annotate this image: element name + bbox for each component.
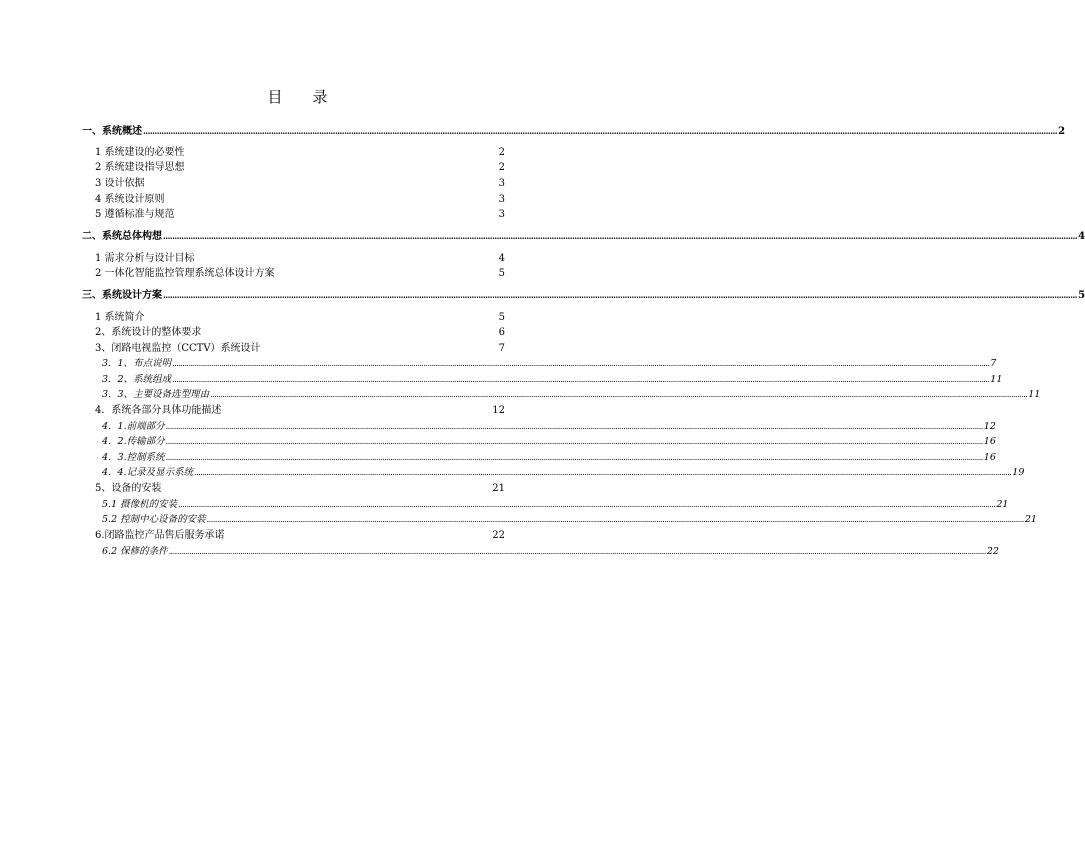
toc-entry-title: 3、闭路电视监控（CCTV）系统设计 <box>95 343 261 354</box>
toc-entry-title: 4．4.记录及显示系统 <box>102 467 194 478</box>
toc-entry[interactable] <box>102 435 996 448</box>
toc-entry-page-number: 6 <box>498 327 505 338</box>
toc-entry-title: 3．1、布点说明 <box>102 358 172 369</box>
dot-leader: ................................................................................................................................................................................................................................................................................................................................................................................................................ <box>168 547 986 556</box>
toc-entry-title: 2 一体化智能监控管理系统总体设计方案 <box>95 268 275 279</box>
toc-entry[interactable] <box>95 311 505 324</box>
toc-entry[interactable] <box>95 252 505 265</box>
toc-entry-title: 5.2 控制中心设备的安装 <box>102 514 206 525</box>
toc-entry-page-number: 5 <box>498 268 505 279</box>
toc-entry[interactable] <box>102 420 996 433</box>
toc-entry-page-number: 16 <box>983 436 996 447</box>
toc-entry[interactable] <box>102 513 1037 526</box>
dot-leader: ................................................................................................................................................................................................................................................................................................................................................................................................................ <box>206 515 1024 524</box>
toc-entry-title: 6.2 保修的条件 <box>102 546 168 557</box>
dot-leader: ................................................................................................................................................................................................................................................................................................................................................................................................................ <box>163 290 1078 300</box>
toc-entry-page-number: 7 <box>990 358 997 369</box>
toc-entry-page-number: 4 <box>1078 231 1085 242</box>
toc-entry-title: 3．2、系统组成 <box>102 374 172 385</box>
toc-entry-page-number: 2 <box>1058 126 1066 137</box>
toc-entry[interactable] <box>95 529 505 542</box>
toc-entry-title: 3 设计依据 <box>95 178 145 189</box>
toc-entry[interactable] <box>95 326 505 339</box>
toc-entry-page-number: 3 <box>498 178 505 189</box>
toc-entry[interactable] <box>82 125 1066 138</box>
toc-entry-page-number: 12 <box>983 421 996 432</box>
toc-entry[interactable] <box>102 466 1025 479</box>
toc-entry-page-number: 21 <box>492 483 505 494</box>
toc-entry[interactable] <box>102 545 999 558</box>
toc-entry-title: 5 遵循标准与规范 <box>95 209 175 220</box>
toc-entry-title: 二、系统总体构想 <box>82 231 162 242</box>
toc-entry-title: 2 系统建设指导思想 <box>95 162 185 173</box>
toc-entry-title: 3．3、主要设备选型理由 <box>102 389 210 400</box>
toc-entry[interactable] <box>102 388 1041 401</box>
toc-entry[interactable] <box>95 342 505 355</box>
toc-entry[interactable] <box>95 482 505 495</box>
toc-entry-page-number: 3 <box>498 209 505 220</box>
toc-entry[interactable] <box>102 498 1009 511</box>
dot-leader: ................................................................................................................................................................................................................................................................................................................................................................................................................ <box>178 500 996 509</box>
toc-entry[interactable] <box>95 208 505 221</box>
toc-entry-title: 2、系统设计的整体要求 <box>95 327 202 338</box>
toc-title-char-1: 目 <box>267 88 283 106</box>
toc-entry-page-number: 2 <box>498 147 505 158</box>
dot-leader: ................................................................................................................................................................................................................................................................................................................................................................................................................ <box>143 126 1058 136</box>
toc-entry-title: 三、系统设计方案 <box>82 290 162 301</box>
toc-entry[interactable] <box>82 230 1085 243</box>
toc-entry[interactable] <box>102 451 996 464</box>
toc-entry-title: 1 系统简介 <box>95 312 145 323</box>
toc-entry-page-number: 5 <box>498 312 505 323</box>
dot-leader: ................................................................................................................................................................................................................................................................................................................................................................................................................ <box>172 359 990 368</box>
dot-leader: ................................................................................................................................................................................................................................................................................................................................................................................................................ <box>172 375 990 384</box>
toc-entry-title: 4．2.传输部分 <box>102 436 165 447</box>
toc-entry-page-number: 19 <box>1012 467 1025 478</box>
toc-entry[interactable] <box>95 404 505 417</box>
dot-leader: ................................................................................................................................................................................................................................................................................................................................................................................................................ <box>165 437 983 446</box>
toc-entry-page-number: 16 <box>983 452 996 463</box>
dot-leader: ................................................................................................................................................................................................................................................................................................................................................................................................................ <box>210 390 1028 399</box>
toc-entry-title: 4．3.控制系统 <box>102 452 165 463</box>
toc-entry-title: 一、系统概述 <box>82 126 142 137</box>
dot-leader: ................................................................................................................................................................................................................................................................................................................................................................................................................ <box>165 422 983 431</box>
toc-entry-page-number: 21 <box>996 499 1009 510</box>
toc-entry[interactable] <box>95 161 505 174</box>
toc-entry-title: 4．1.前端部分 <box>102 421 165 432</box>
toc-entry-title: 5.1 摄像机的安装 <box>102 499 178 510</box>
toc-entry-page-number: 4 <box>498 253 505 264</box>
toc-entry[interactable] <box>102 373 1003 386</box>
toc-entry-title: 4 系统设计原则 <box>95 194 165 205</box>
toc-entry[interactable] <box>82 289 1085 302</box>
dot-leader: ................................................................................................................................................................................................................................................................................................................................................................................................................ <box>194 468 1012 477</box>
dot-leader: ................................................................................................................................................................................................................................................................................................................................................................................................................ <box>163 231 1078 241</box>
toc-entry-page-number: 21 <box>1024 514 1037 525</box>
toc-entry-page-number: 22 <box>492 530 505 541</box>
toc-title <box>0 86 595 107</box>
toc-title-char-2: 录 <box>312 88 328 106</box>
toc-entry[interactable] <box>95 267 505 280</box>
toc-entry[interactable] <box>95 193 505 206</box>
toc-entry-page-number: 11 <box>1028 389 1041 400</box>
toc-entry-page-number: 7 <box>498 343 505 354</box>
toc-entry-page-number: 22 <box>986 546 999 557</box>
toc-entry-title: 5、设备的安装 <box>95 483 162 494</box>
toc-entry-page-number: 5 <box>1078 290 1085 301</box>
toc-entry-title: 1 需求分析与设计目标 <box>95 253 195 264</box>
toc-entry[interactable] <box>102 357 997 370</box>
toc-entry-page-number: 3 <box>498 194 505 205</box>
toc-entry-page-number: 12 <box>492 405 505 416</box>
toc-entry-title: 1 系统建设的必要性 <box>95 147 185 158</box>
toc-entry-page-number: 11 <box>990 374 1003 385</box>
toc-entry[interactable] <box>95 146 505 159</box>
dot-leader: ................................................................................................................................................................................................................................................................................................................................................................................................................ <box>165 453 983 462</box>
toc-entry-title: 4．系统各部分具体功能描述 <box>95 405 222 416</box>
toc-entry[interactable] <box>95 177 505 190</box>
toc-entry-page-number: 2 <box>498 162 505 173</box>
toc-entry-title: 6.闭路监控产品售后服务承诺 <box>95 530 225 541</box>
